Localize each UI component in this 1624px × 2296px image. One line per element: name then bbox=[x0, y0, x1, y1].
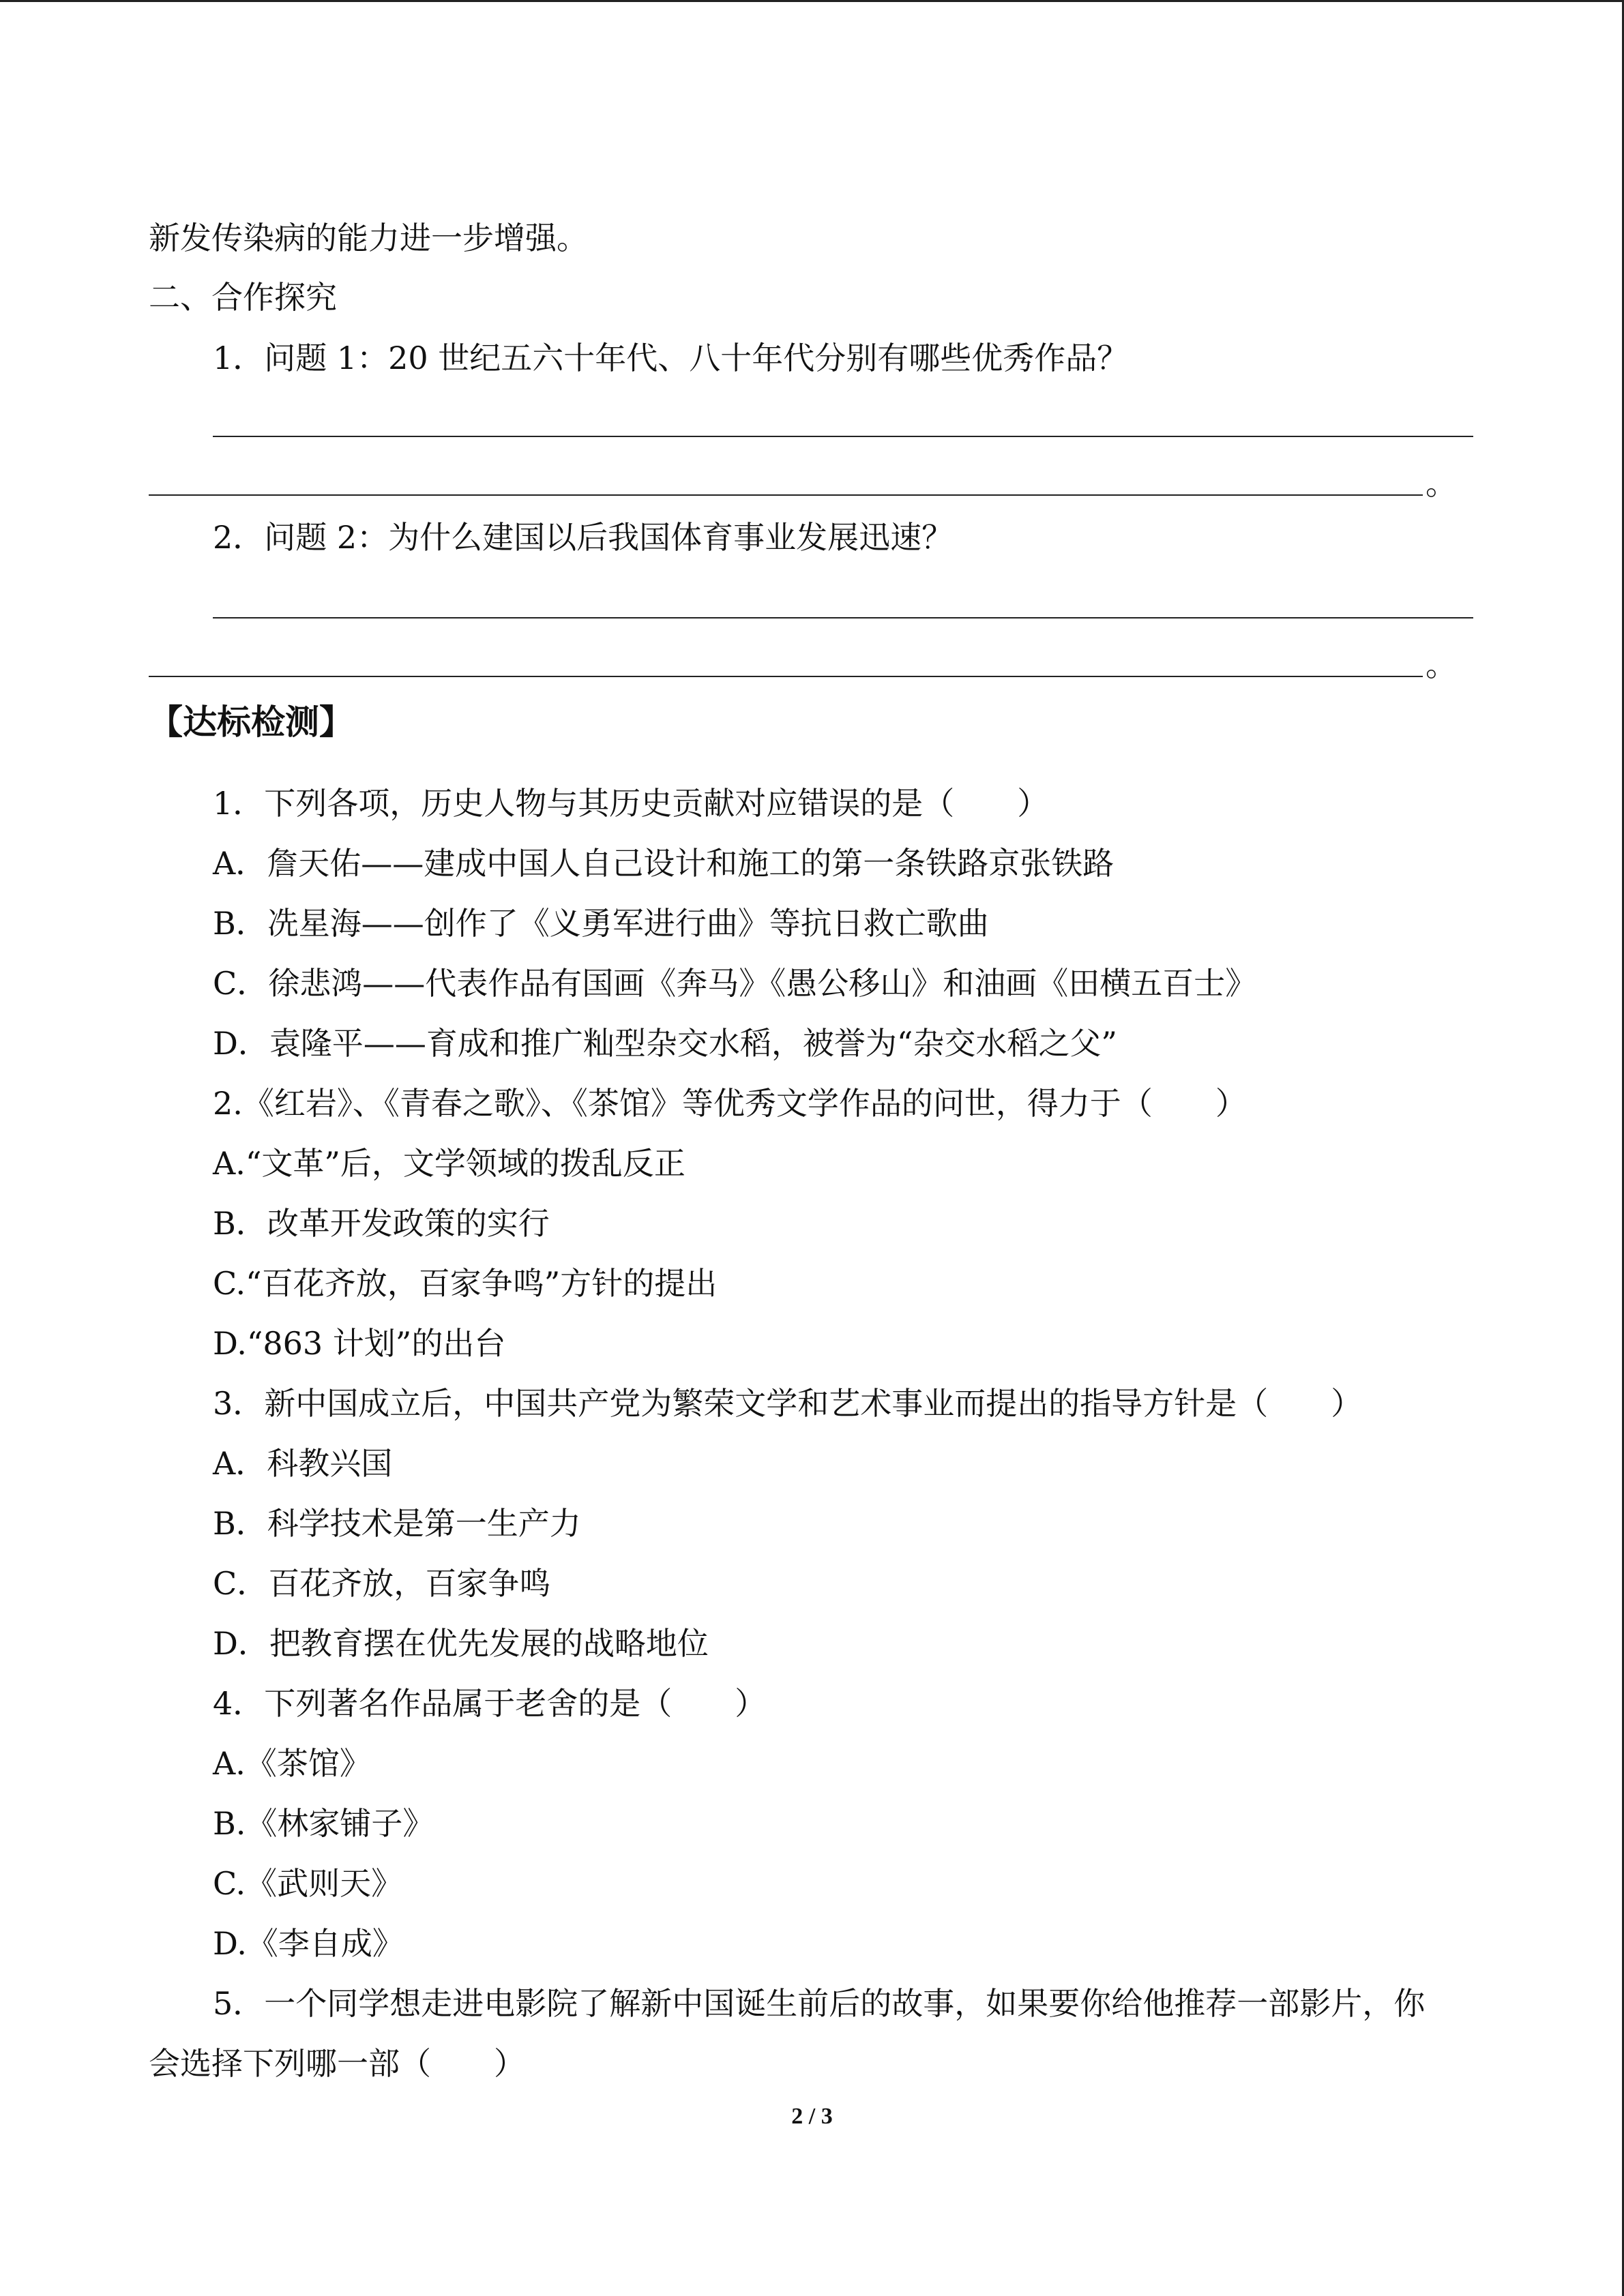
answer-line bbox=[213, 617, 1473, 618]
cooperation-title: 二、合作探究 bbox=[149, 279, 337, 316]
answer-end-mark: 。 bbox=[1426, 646, 1457, 683]
question-option: A.“文革”后，文学领域的拨乱反正 bbox=[213, 1145, 685, 1182]
question-option: D.“863 计划”的出台 bbox=[213, 1325, 506, 1362]
question-option: B．冼星海——创作了《义勇军进行曲》等抗日救亡歌曲 bbox=[213, 905, 989, 942]
answer-line bbox=[149, 676, 1423, 677]
question-stem: 2.《红岩》、《青春之歌》、《茶馆》等优秀文学作品的问世，得力于（ ） bbox=[213, 1085, 1247, 1122]
question-stem: 5．一个同学想走进电影院了解新中国诞生前后的故事，如果要你给他推荐一部影片，你 bbox=[213, 1985, 1426, 2022]
answer-end-mark: 。 bbox=[1426, 465, 1457, 502]
answer-line bbox=[149, 494, 1423, 496]
question-option: A．科教兴国 bbox=[213, 1445, 393, 1482]
question-stem-continuation: 会选择下列哪一部（ ） bbox=[149, 2045, 525, 2082]
question-stem: 1．下列各项，历史人物与其历史贡献对应错误的是（ ） bbox=[213, 785, 1049, 822]
question-stem: 4．下列著名作品属于老舍的是（ ） bbox=[213, 1685, 767, 1722]
question-option: B．改革开发政策的实行 bbox=[213, 1205, 550, 1242]
question-option: C.“百花齐放，百家争鸣”方针的提出 bbox=[213, 1265, 718, 1302]
question-option: C．百花齐放，百家争鸣 bbox=[213, 1565, 551, 1602]
answer-line bbox=[213, 436, 1473, 437]
question-option: C.《武则天》 bbox=[213, 1865, 403, 1902]
cooperation-question-1: 1．问题 1：20 世纪五六十年代、八十年代分别有哪些优秀作品？ bbox=[213, 340, 1129, 376]
question-option: A.《茶馆》 bbox=[213, 1745, 371, 1782]
question-option: C．徐悲鸿——代表作品有国画《奔马》《愚公移山》和油画《田横五百士》 bbox=[213, 965, 1257, 1002]
question-option: D．把教育摆在优先发展的战略地位 bbox=[213, 1625, 709, 1662]
question-stem: 3．新中国成立后，中国共产党为繁荣文学和艺术事业而提出的指导方针是（ ） bbox=[213, 1385, 1363, 1422]
question-option: B.《林家铺子》 bbox=[213, 1805, 434, 1842]
cooperation-question-2: 2．问题 2：为什么建国以后我国体育事业发展迅速？ bbox=[213, 519, 954, 556]
page-number: 2 / 3 bbox=[791, 2104, 833, 2129]
question-option: D.《李自成》 bbox=[213, 1925, 404, 1962]
question-option: D．袁隆平——育成和推广籼型杂交水稻，被誉为“杂交水稻之父” bbox=[213, 1025, 1117, 1062]
test-title: 【达标检测】 bbox=[149, 702, 353, 742]
intro-continuation: 新发传染病的能力进一步增强。 bbox=[149, 220, 588, 256]
question-option: B．科学技术是第一生产力 bbox=[213, 1505, 581, 1542]
question-option: A．詹天佑——建成中国人自己设计和施工的第一条铁路京张铁路 bbox=[213, 845, 1114, 882]
